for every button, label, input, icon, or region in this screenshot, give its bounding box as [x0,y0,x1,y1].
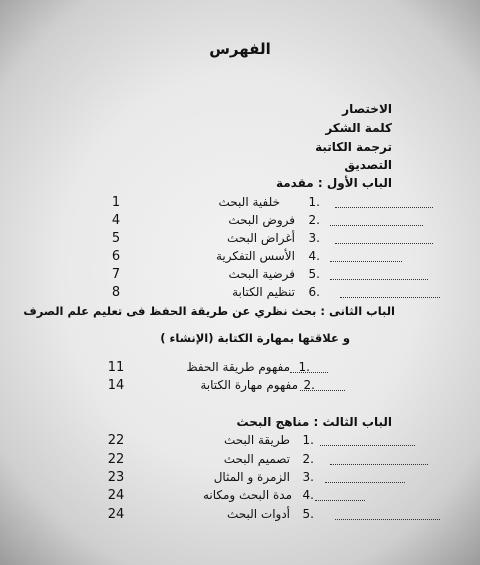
page-number: 23 [107,470,125,485]
chapter2-heading-continued: و علاقتها بمهارة الكتابة (الإنشاء ) [160,331,350,345]
page-number: 8 [111,285,121,300]
page-number: 24 [107,507,125,522]
entry-title: أغراض البحث [226,231,295,245]
page-number: 1 [111,195,121,210]
entry-number: .1 [302,433,314,447]
entry-title: الأسس التفكرية [215,249,295,263]
page-number: 22 [107,433,125,448]
entry-title: فروض البحث [228,213,295,227]
dot-leader [335,243,433,244]
entry-number: .6 [308,285,320,299]
chapter3-heading: الباب الثالث : مناهج البحث [236,415,392,429]
front-item-acknowledgement: كلمة الشكر [325,121,392,135]
dot-leader [335,519,440,520]
page-number: 4 [111,213,121,228]
chapter1-heading: الباب الأول : مقدمة [275,176,392,190]
entry-number: .2 [302,452,314,466]
front-item-author-bio: ترجمة الكاتبة [315,140,392,154]
entry-number: .4 [302,488,314,502]
entry-title: أدوات البحث [226,507,290,521]
dot-leader [335,207,433,208]
page-number: 11 [107,360,125,375]
dot-leader [325,482,405,483]
toc-title: الفهرس [209,40,271,58]
dot-leader [320,445,415,446]
entry-title: طريقة البحث [224,433,290,447]
toc-entry [0,231,480,249]
dot-leader [330,225,423,226]
entry-number: .2 [308,213,320,227]
dot-leader [315,500,365,501]
page-number: 22 [107,452,125,467]
toc-entry [0,285,480,303]
page-number: 7 [111,267,121,282]
toc-entry [0,195,480,213]
entry-number: .1 [308,195,320,209]
entry-title: مفهوم طريقة الحفظ [186,360,290,374]
toc-entry [0,433,480,451]
entry-number: .2 [303,378,315,392]
entry-title: تصميم البحث [223,452,290,466]
entry-number: .1 [298,360,310,374]
entry-number: .4 [308,249,320,263]
entry-title: فرضية البحث [228,267,295,281]
front-item-abbreviations: الاختصار [342,102,392,116]
entry-number: .5 [302,507,314,521]
toc-entry [0,378,480,396]
front-item-approval: التصديق [344,158,392,172]
toc-entry [0,213,480,231]
toc-entry [0,249,480,267]
entry-number: .5 [308,267,320,281]
dot-leader [300,390,345,391]
dot-leader [330,279,428,280]
dot-leader [330,464,428,465]
toc-entry [0,452,480,470]
toc-entry [0,470,480,488]
page-number: 24 [107,488,125,503]
page-number: 6 [111,249,121,264]
page-number: 14 [107,378,125,393]
dot-leader [290,372,328,373]
dot-leader [340,297,440,298]
entry-number: .3 [302,470,314,484]
entry-title: مفهوم مهارة الكتابة [200,378,298,392]
entry-title: خلفية البحث [218,195,280,209]
entry-title: الزمرة و المثال [213,470,290,484]
toc-entry [0,488,480,506]
entry-title: تنظيم الكتابة [232,285,295,299]
toc-entry [0,507,480,525]
toc-entry [0,360,480,378]
toc-entry [0,267,480,285]
chapter2-heading: الباب الثانى : بحث نظري عن طريقة الحفظ فى تعليم علم الصرف [23,304,395,318]
entry-number: .3 [308,231,320,245]
page-number: 5 [111,231,121,246]
entry-title: مدة البحث ومكانه [202,488,292,502]
dot-leader [330,261,402,262]
